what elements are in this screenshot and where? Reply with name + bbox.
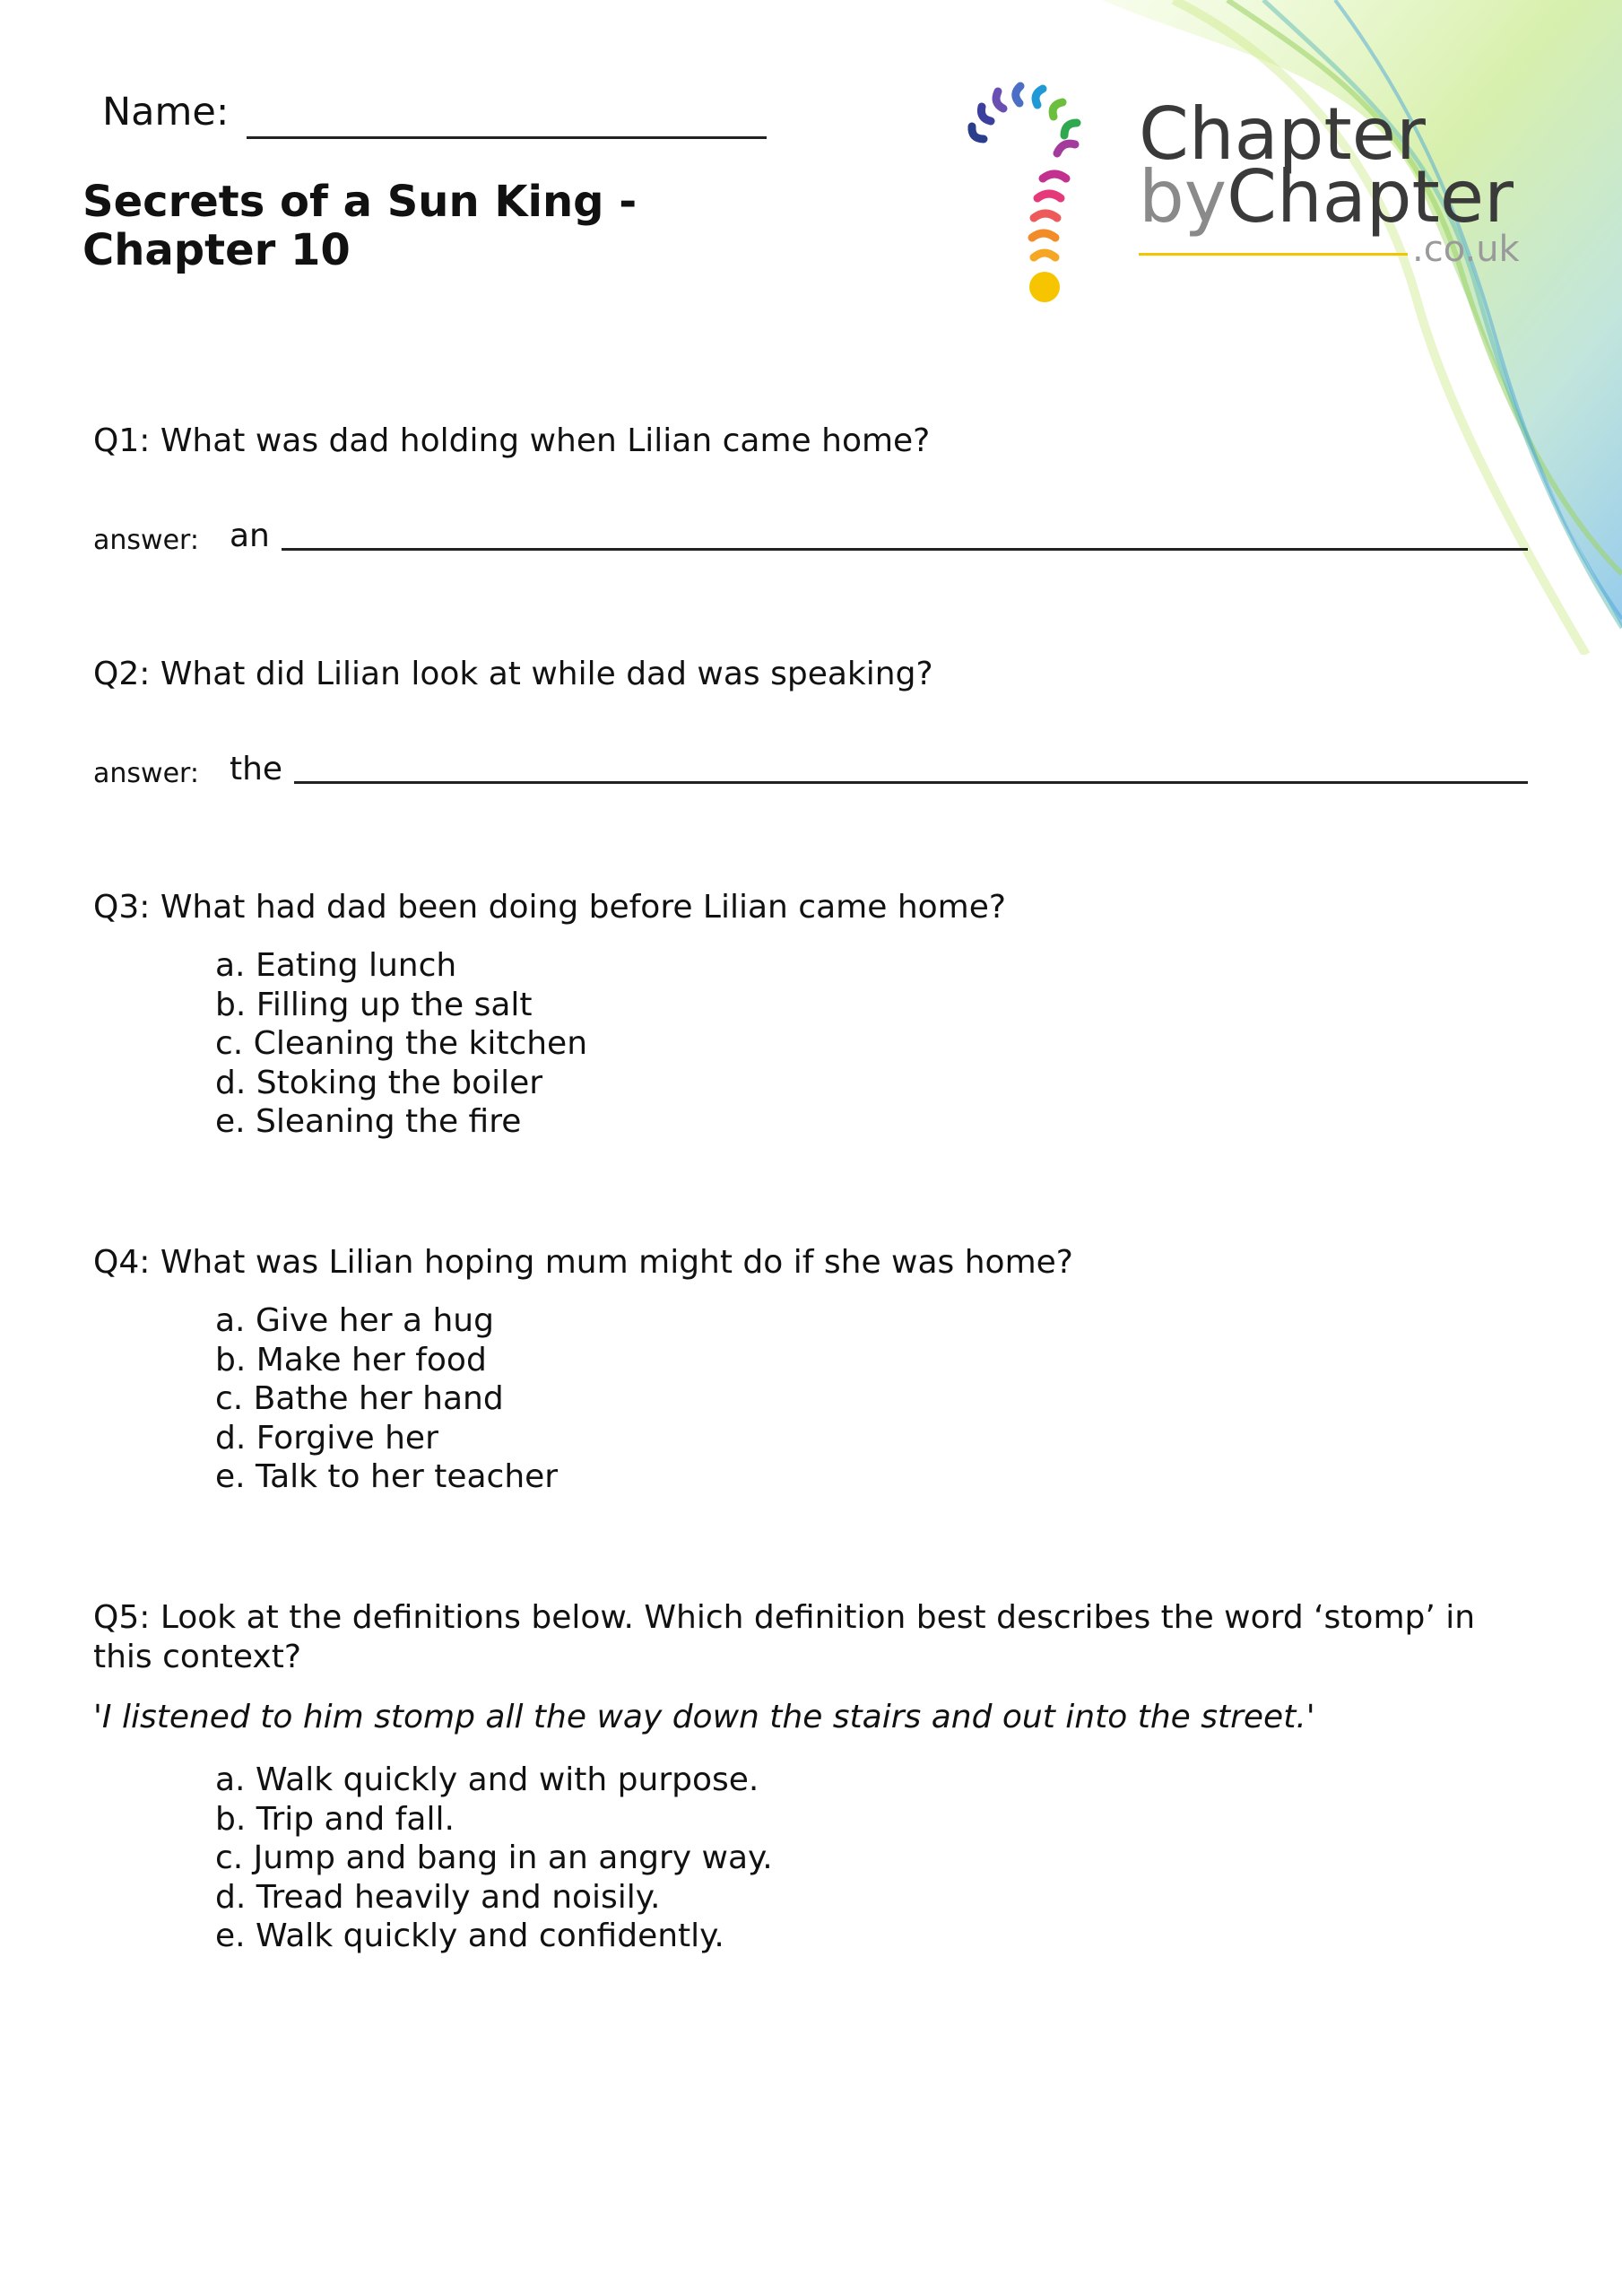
logo-word-chapter-2: Chapter <box>1227 155 1514 239</box>
answer-line-2[interactable] <box>294 781 1528 784</box>
option-e[interactable]: e. Sleaning the fire <box>215 1103 522 1140</box>
answer-line-1[interactable] <box>282 548 1528 551</box>
title-line-1: Secrets of a Sun King - <box>82 177 638 227</box>
quote-text: 'I listened to him stomp all the way down the stairs and out into the street.' <box>93 1699 1315 1735</box>
question-5-line-1: Q5: Look at the definitions below. Which definition best describes the word ‘stomp’ in <box>93 1599 1476 1636</box>
answer-prefix: the <box>230 751 283 787</box>
question-4: Q4: What was Lilian hoping mum might do if she was home? <box>93 1244 1073 1281</box>
answer-label: answer: <box>93 525 199 556</box>
option-c[interactable]: c. Cleaning the kitchen <box>215 1025 588 1062</box>
option-e[interactable]: e. Walk quickly and confidently. <box>215 1918 724 1954</box>
option-d[interactable]: d. Forgive her <box>215 1419 438 1457</box>
book-arc-logo-icon <box>964 49 1125 318</box>
question-3: Q3: What had dad been doing before Lilian came home? <box>93 889 1006 926</box>
name-label: Name: <box>102 90 230 135</box>
option-d[interactable]: d. Stoking the boiler <box>215 1064 543 1101</box>
question-5-options <box>215 1761 773 1956</box>
worksheet-title <box>82 178 800 274</box>
option-c[interactable]: c. Bathe her hand <box>215 1380 504 1417</box>
question-4-options <box>215 1301 558 1497</box>
name-input-line[interactable] <box>247 90 767 139</box>
name-field-row <box>102 90 767 139</box>
logo-underline <box>1139 253 1408 256</box>
logo-word-chapter: Chapter <box>1139 92 1426 176</box>
option-a[interactable]: a. Walk quickly and with purpose. <box>215 1761 759 1798</box>
option-b[interactable]: b. Make her food <box>215 1341 487 1378</box>
answer-row-1 <box>93 502 1528 556</box>
question-1: Q1: What was dad holding when Lilian came home? <box>93 422 931 459</box>
logo-word-by-chapter <box>1139 155 1514 239</box>
option-e[interactable]: e. Talk to her teacher <box>215 1458 559 1495</box>
option-b[interactable]: b. Filling up the salt <box>215 986 533 1023</box>
question-5-line-2: this context? <box>93 1639 301 1675</box>
option-b[interactable]: b. Trip and fall. <box>215 1800 455 1838</box>
option-c[interactable]: c. Jump and bang in an angry way. <box>215 1839 773 1876</box>
logo-word-by: by <box>1139 155 1227 239</box>
title-line-2: Chapter 10 <box>82 225 351 275</box>
answer-prefix: an <box>230 517 270 554</box>
chapter-by-chapter-logo <box>964 49 1538 318</box>
logo-domain: .co.uk <box>1412 229 1520 270</box>
answer-label: answer: <box>93 758 199 789</box>
question-3-options <box>215 946 587 1142</box>
option-d[interactable]: d. Tread heavily and noisily. <box>215 1878 661 1916</box>
option-a[interactable]: a. Give her a hug <box>215 1302 494 1339</box>
answer-row-2 <box>93 735 1528 789</box>
option-a[interactable]: a. Eating lunch <box>215 947 457 984</box>
question-5 <box>93 1598 1528 1677</box>
question-2: Q2: What did Lilian look at while dad was speaking? <box>93 656 933 692</box>
